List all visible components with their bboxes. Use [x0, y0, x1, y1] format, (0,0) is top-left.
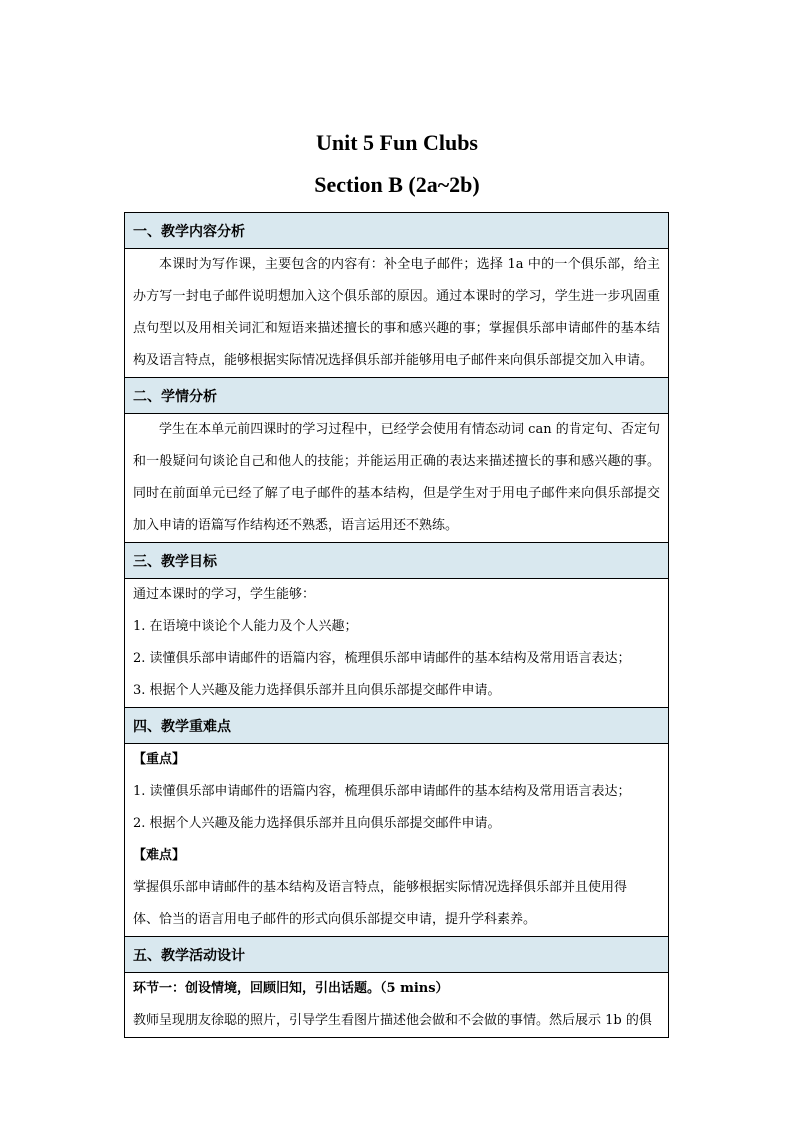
section-body-objectives: [125, 579, 669, 708]
step-title: 环节一：创设情境，回顾旧知，引出话题。（5 mins）: [133, 981, 449, 996]
section-header-objectives: [125, 543, 669, 579]
student-analysis-text: 学生在本单元前四课时的学习过程中，已经学会使用有情态动词 can 的肯定句、否定句和一般疑问句谈论自己和他人的技能；并能运用正确的表达来描述擅长的事和感兴趣的事。同时在前面单元已经了解了电子邮件的基本结构，但是学生对于用电子邮件来向俱乐部提交加入申请的语篇写作结构还不熟悉，语言运用还不熟练。: [133, 422, 660, 533]
section-header-key-points: [125, 708, 669, 744]
key-point-item: 1. 读懂俱乐部申请邮件的语篇内容，梳理俱乐部申请邮件的基本结构及常用语言表达；: [133, 784, 631, 799]
section-header-student-analysis: [125, 378, 669, 414]
section-header-activity-design: [125, 937, 669, 973]
section-body-activity-design: [125, 973, 669, 1038]
difficulty-label: 【难点】: [133, 848, 186, 863]
difficulty-text: 掌握俱乐部申请邮件的基本结构及语言特点，能够根据实际情况选择俱乐部并且使用得: [133, 880, 628, 895]
section-heading: 二、学情分析: [125, 378, 669, 414]
objective-item: 2. 读懂俱乐部申请邮件的语篇内容，梳理俱乐部申请邮件的基本结构及常用语言表达；: [133, 651, 631, 666]
section-heading: 四、教学重难点: [125, 708, 669, 744]
section-header-content-analysis: [125, 213, 669, 249]
difficulty-text: 体、恰当的语言用电子邮件的形式向俱乐部提交申请，提升学科素养。: [133, 912, 537, 927]
section-body-student-analysis: [125, 414, 669, 543]
document-subtitle: Section B (2a~2b): [314, 172, 480, 197]
objective-item: 1. 在语境中谈论个人能力及个人兴趣；: [133, 619, 358, 634]
lesson-plan-table: [124, 212, 669, 1038]
key-point-item: 2. 根据个人兴趣及能力选择俱乐部并且向俱乐部提交邮件申请。: [133, 816, 501, 831]
section-body-key-points: [125, 744, 669, 937]
section-heading: 三、教学目标: [125, 543, 669, 579]
section-heading: 一、教学内容分析: [125, 213, 669, 249]
objectives-intro: 通过本课时的学习，学生能够：: [133, 587, 316, 602]
document-title: Unit 5 Fun Clubs: [315, 130, 478, 155]
content-analysis-text: 本课时为写作课，主要包含的内容有：补全电子邮件；选择 1a 中的一个俱乐部，给主办方写一封电子邮件说明想加入这个俱乐部的原因。通过本课时的学习，学生进一步巩固重点句型以及用相关词汇和短语来描述擅长的事和感兴趣的事；掌握俱乐部申请邮件的基本结构及语言特点，能够根据实际情况选择俱乐部并能够用电子邮件来向俱乐部提交加入申请。: [133, 257, 660, 368]
section-body-content-analysis: [125, 249, 669, 378]
section-heading: 五、教学活动设计: [125, 937, 669, 973]
objective-item: 3. 根据个人兴趣及能力选择俱乐部并且向俱乐部提交邮件申请。: [133, 683, 501, 698]
step-text: 教师呈现朋友徐聪的照片，引导学生看图片描述他会做和不会做的事情。然后展示 1b 的俱: [133, 1013, 652, 1028]
key-points-label: 【重点】: [133, 752, 186, 767]
